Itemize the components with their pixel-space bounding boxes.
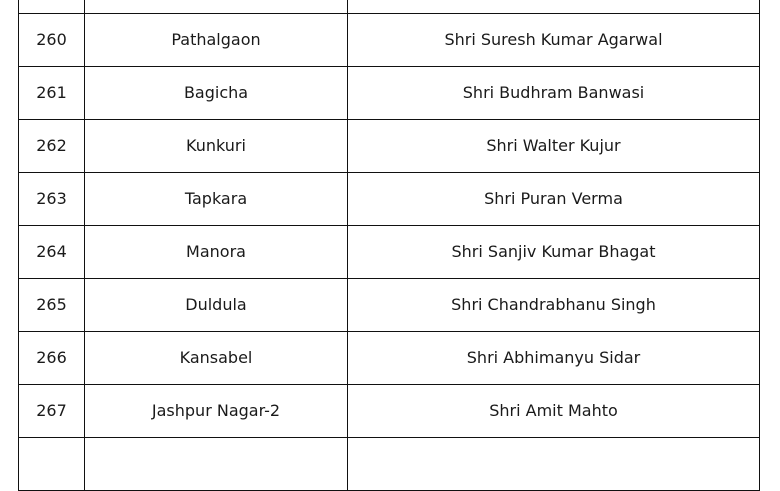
row-number-cell: 264 bbox=[19, 226, 85, 279]
official-name-cell bbox=[348, 438, 760, 491]
constituency-cell: Jashpur Nagar-2 bbox=[85, 385, 348, 438]
constituency-cell bbox=[85, 0, 348, 14]
table-row bbox=[19, 226, 760, 279]
row-number-cell: 260 bbox=[19, 14, 85, 67]
table-row bbox=[19, 279, 760, 332]
row-number-cell: 261 bbox=[19, 67, 85, 120]
table-row bbox=[19, 67, 760, 120]
row-number-cell: 263 bbox=[19, 173, 85, 226]
official-name-cell: Shri Sanjiv Kumar Bhagat bbox=[348, 226, 760, 279]
official-name-cell: Shri Walter Kujur bbox=[348, 120, 760, 173]
row-number-cell: 262 bbox=[19, 120, 85, 173]
table-row bbox=[19, 0, 760, 14]
constituency-cell: Kunkuri bbox=[85, 120, 348, 173]
official-name-cell: Shri Puran Verma bbox=[348, 173, 760, 226]
row-number-cell: 265 bbox=[19, 279, 85, 332]
official-name-cell: Shri Abhimanyu Sidar bbox=[348, 332, 760, 385]
table-row bbox=[19, 173, 760, 226]
constituency-cell: Manora bbox=[85, 226, 348, 279]
table-row bbox=[19, 385, 760, 438]
constituency-cell bbox=[85, 438, 348, 491]
table-row bbox=[19, 120, 760, 173]
table-row bbox=[19, 438, 760, 491]
official-name-cell bbox=[348, 0, 760, 14]
table-row bbox=[19, 14, 760, 67]
official-name-cell: Shri Chandrabhanu Singh bbox=[348, 279, 760, 332]
row-number-cell bbox=[19, 438, 85, 491]
official-name-cell: Shri Budhram Banwasi bbox=[348, 67, 760, 120]
document-table-container bbox=[18, 0, 759, 491]
row-number-cell bbox=[19, 0, 85, 14]
official-name-cell: Shri Amit Mahto bbox=[348, 385, 760, 438]
table-row bbox=[19, 332, 760, 385]
official-name-cell: Shri Suresh Kumar Agarwal bbox=[348, 14, 760, 67]
row-number-cell: 266 bbox=[19, 332, 85, 385]
assignment-table bbox=[18, 0, 760, 491]
constituency-cell: Kansabel bbox=[85, 332, 348, 385]
constituency-cell: Duldula bbox=[85, 279, 348, 332]
constituency-cell: Tapkara bbox=[85, 173, 348, 226]
constituency-cell: Bagicha bbox=[85, 67, 348, 120]
row-number-cell: 267 bbox=[19, 385, 85, 438]
constituency-cell: Pathalgaon bbox=[85, 14, 348, 67]
